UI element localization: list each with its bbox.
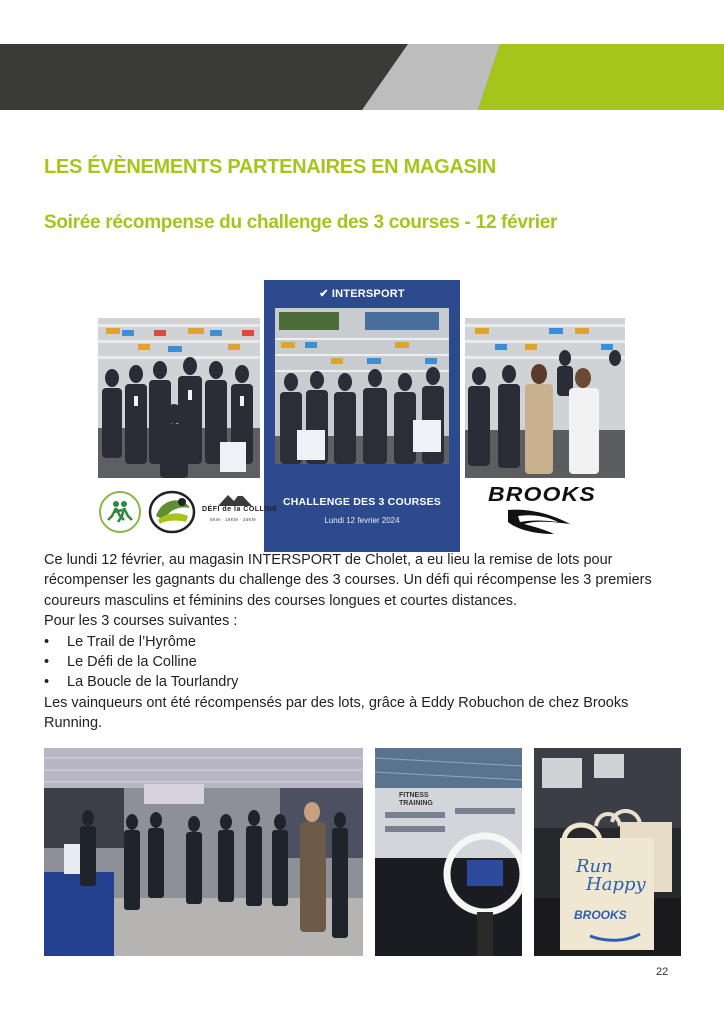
races-list [44, 632, 684, 693]
defi-colline-text: DÉFI de la COLLINE [202, 506, 278, 513]
runners-icon [98, 490, 142, 534]
poster-title: CHALLENGE DES 3 COURSES [282, 496, 442, 508]
poster-photo [275, 308, 449, 464]
group-photo-left [98, 318, 260, 478]
poster-brand-text: ✔ INTERSPORT [319, 288, 405, 300]
tote-brooks-text: BROOKS [574, 908, 627, 922]
photobooth-photo [375, 748, 522, 956]
brooks-logo [506, 506, 572, 541]
list-item: • Le Défi de la Colline [44, 652, 684, 672]
store-event-photo [44, 748, 363, 956]
brooks-tote-photo [534, 748, 681, 956]
event-separator: - [459, 212, 476, 233]
list-item: • Le Trail de l’Hyrôme [44, 632, 684, 652]
boucle-tourlandry-logo [148, 490, 196, 539]
event-subtitle [44, 212, 557, 234]
paragraph-races-intro: Pour les 3 courses suivantes : [44, 613, 238, 630]
mountain-icon [218, 492, 252, 506]
boucle-shoe-icon [148, 490, 196, 534]
brooks-logo-text: BROOKS [488, 484, 596, 506]
challenge-poster [264, 280, 460, 552]
intersport-logo-icon: ✔ [319, 288, 329, 300]
tote-happy-text: Happy [586, 874, 646, 895]
section-title: LES ÉVÈNEMENTS PARTENAIRES EN MAGASIN [44, 156, 496, 178]
group-photo-right [465, 318, 625, 478]
paragraph-intro: Ce lundi 12 février, au magasin INTERSPORT de Cholet, a eu lieu la remise de lots pour récompenser les gagnants du challenge des 3 courses. Un défi qui récompense les 3 premiers coureurs masculins et féminins des courses longues et courtes distances. [44, 552, 652, 609]
header-banner [0, 44, 724, 110]
trail-hyrome-logo [98, 490, 142, 539]
event-title: Soirée récompense du challenge des 3 courses [44, 212, 460, 233]
paragraph-winners: Les vainqueurs ont été récompensés par des lots, grâce à Eddy Robuchon de chez Brooks Running. [44, 694, 629, 732]
article-body [44, 550, 684, 734]
page-number: 22 [656, 966, 669, 978]
banner-graphic [0, 44, 724, 110]
brooks-chevron-icon [506, 506, 572, 536]
list-item: • La Boucle de la Tourlandry [44, 672, 684, 692]
tote-run-text: Run [576, 856, 613, 877]
defi-colline-distances: 8KM · 18KM · 25KM [210, 517, 256, 522]
poster-date: Lundi 12 fevrier 2024 [324, 516, 400, 525]
event-date: 12 février [475, 212, 558, 233]
fitness-training-sign: FITNESS TRAINING [399, 792, 433, 807]
